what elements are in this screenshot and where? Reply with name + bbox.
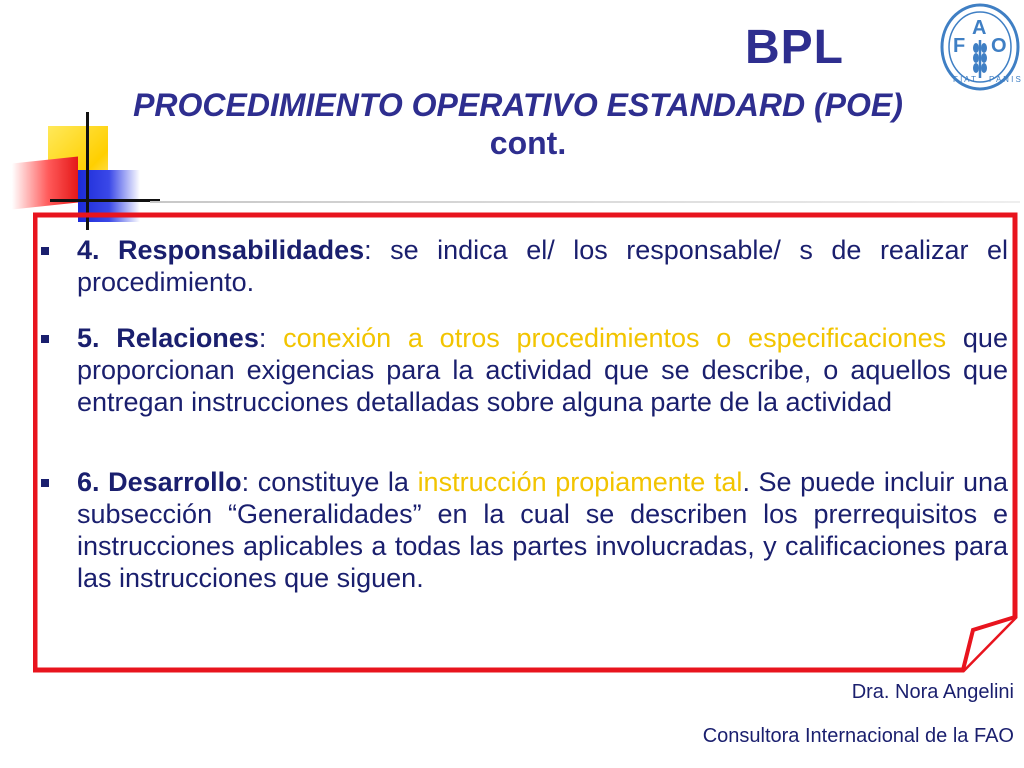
bullet-list (40, 234, 1008, 594)
item-heading: 4. Responsabilidades (77, 235, 365, 265)
footer-role: Consultora Internacional de la FAO (702, 725, 1014, 747)
horizontal-rule (150, 201, 1020, 203)
title-line-2: cont. (489, 125, 567, 161)
item-text: : (258, 323, 284, 353)
bullet-icon (41, 335, 49, 343)
slide-title (30, 86, 1006, 162)
list-item (40, 322, 1008, 418)
item-text: : se indica el/ los responsable/ s de realizar el procedimiento. (77, 235, 1008, 297)
bullet-icon (41, 247, 49, 255)
item-heading: 5. Relaciones (77, 323, 259, 353)
svg-text:P A N I S: P A N I S (989, 75, 1021, 84)
svg-text:O: O (991, 35, 1007, 57)
bpl-label: BPL (745, 21, 844, 74)
horizontal-rule-short (50, 199, 160, 202)
item-highlight: instrucción propiamente tal (417, 467, 743, 497)
item-text: : constituye la (241, 467, 418, 497)
svg-text:A: A (972, 17, 987, 39)
footer-author: Dra. Nora Angelini (851, 681, 1014, 703)
svg-text:F: F (953, 35, 966, 57)
title-line-1: PROCEDIMIENTO OPERATIVO ESTANDARD (POE) (133, 87, 903, 123)
item-text-continued: que proporcionan exigencias para la actividad que se describe, o aquellos que entregan instrucciones detalladas sobre alguna parte de la actividad (77, 323, 1008, 417)
item-highlight: conexión a otros procedimientos o especificaciones (283, 323, 947, 353)
svg-text:F I A T: F I A T (953, 75, 976, 84)
bullet-icon (41, 479, 49, 487)
item-heading: 6. Desarrollo (77, 467, 242, 497)
list-item (40, 234, 1008, 298)
item-text-continued: . Se puede incluir una subsección “Generalidades” en la cual se describen los prerrequisitos e instrucciones aplicables a todas las partes involucradas, y calificaciones para las instrucciones que siguen. (77, 467, 1009, 593)
list-item (40, 466, 1008, 594)
fao-logo (939, 2, 1021, 92)
